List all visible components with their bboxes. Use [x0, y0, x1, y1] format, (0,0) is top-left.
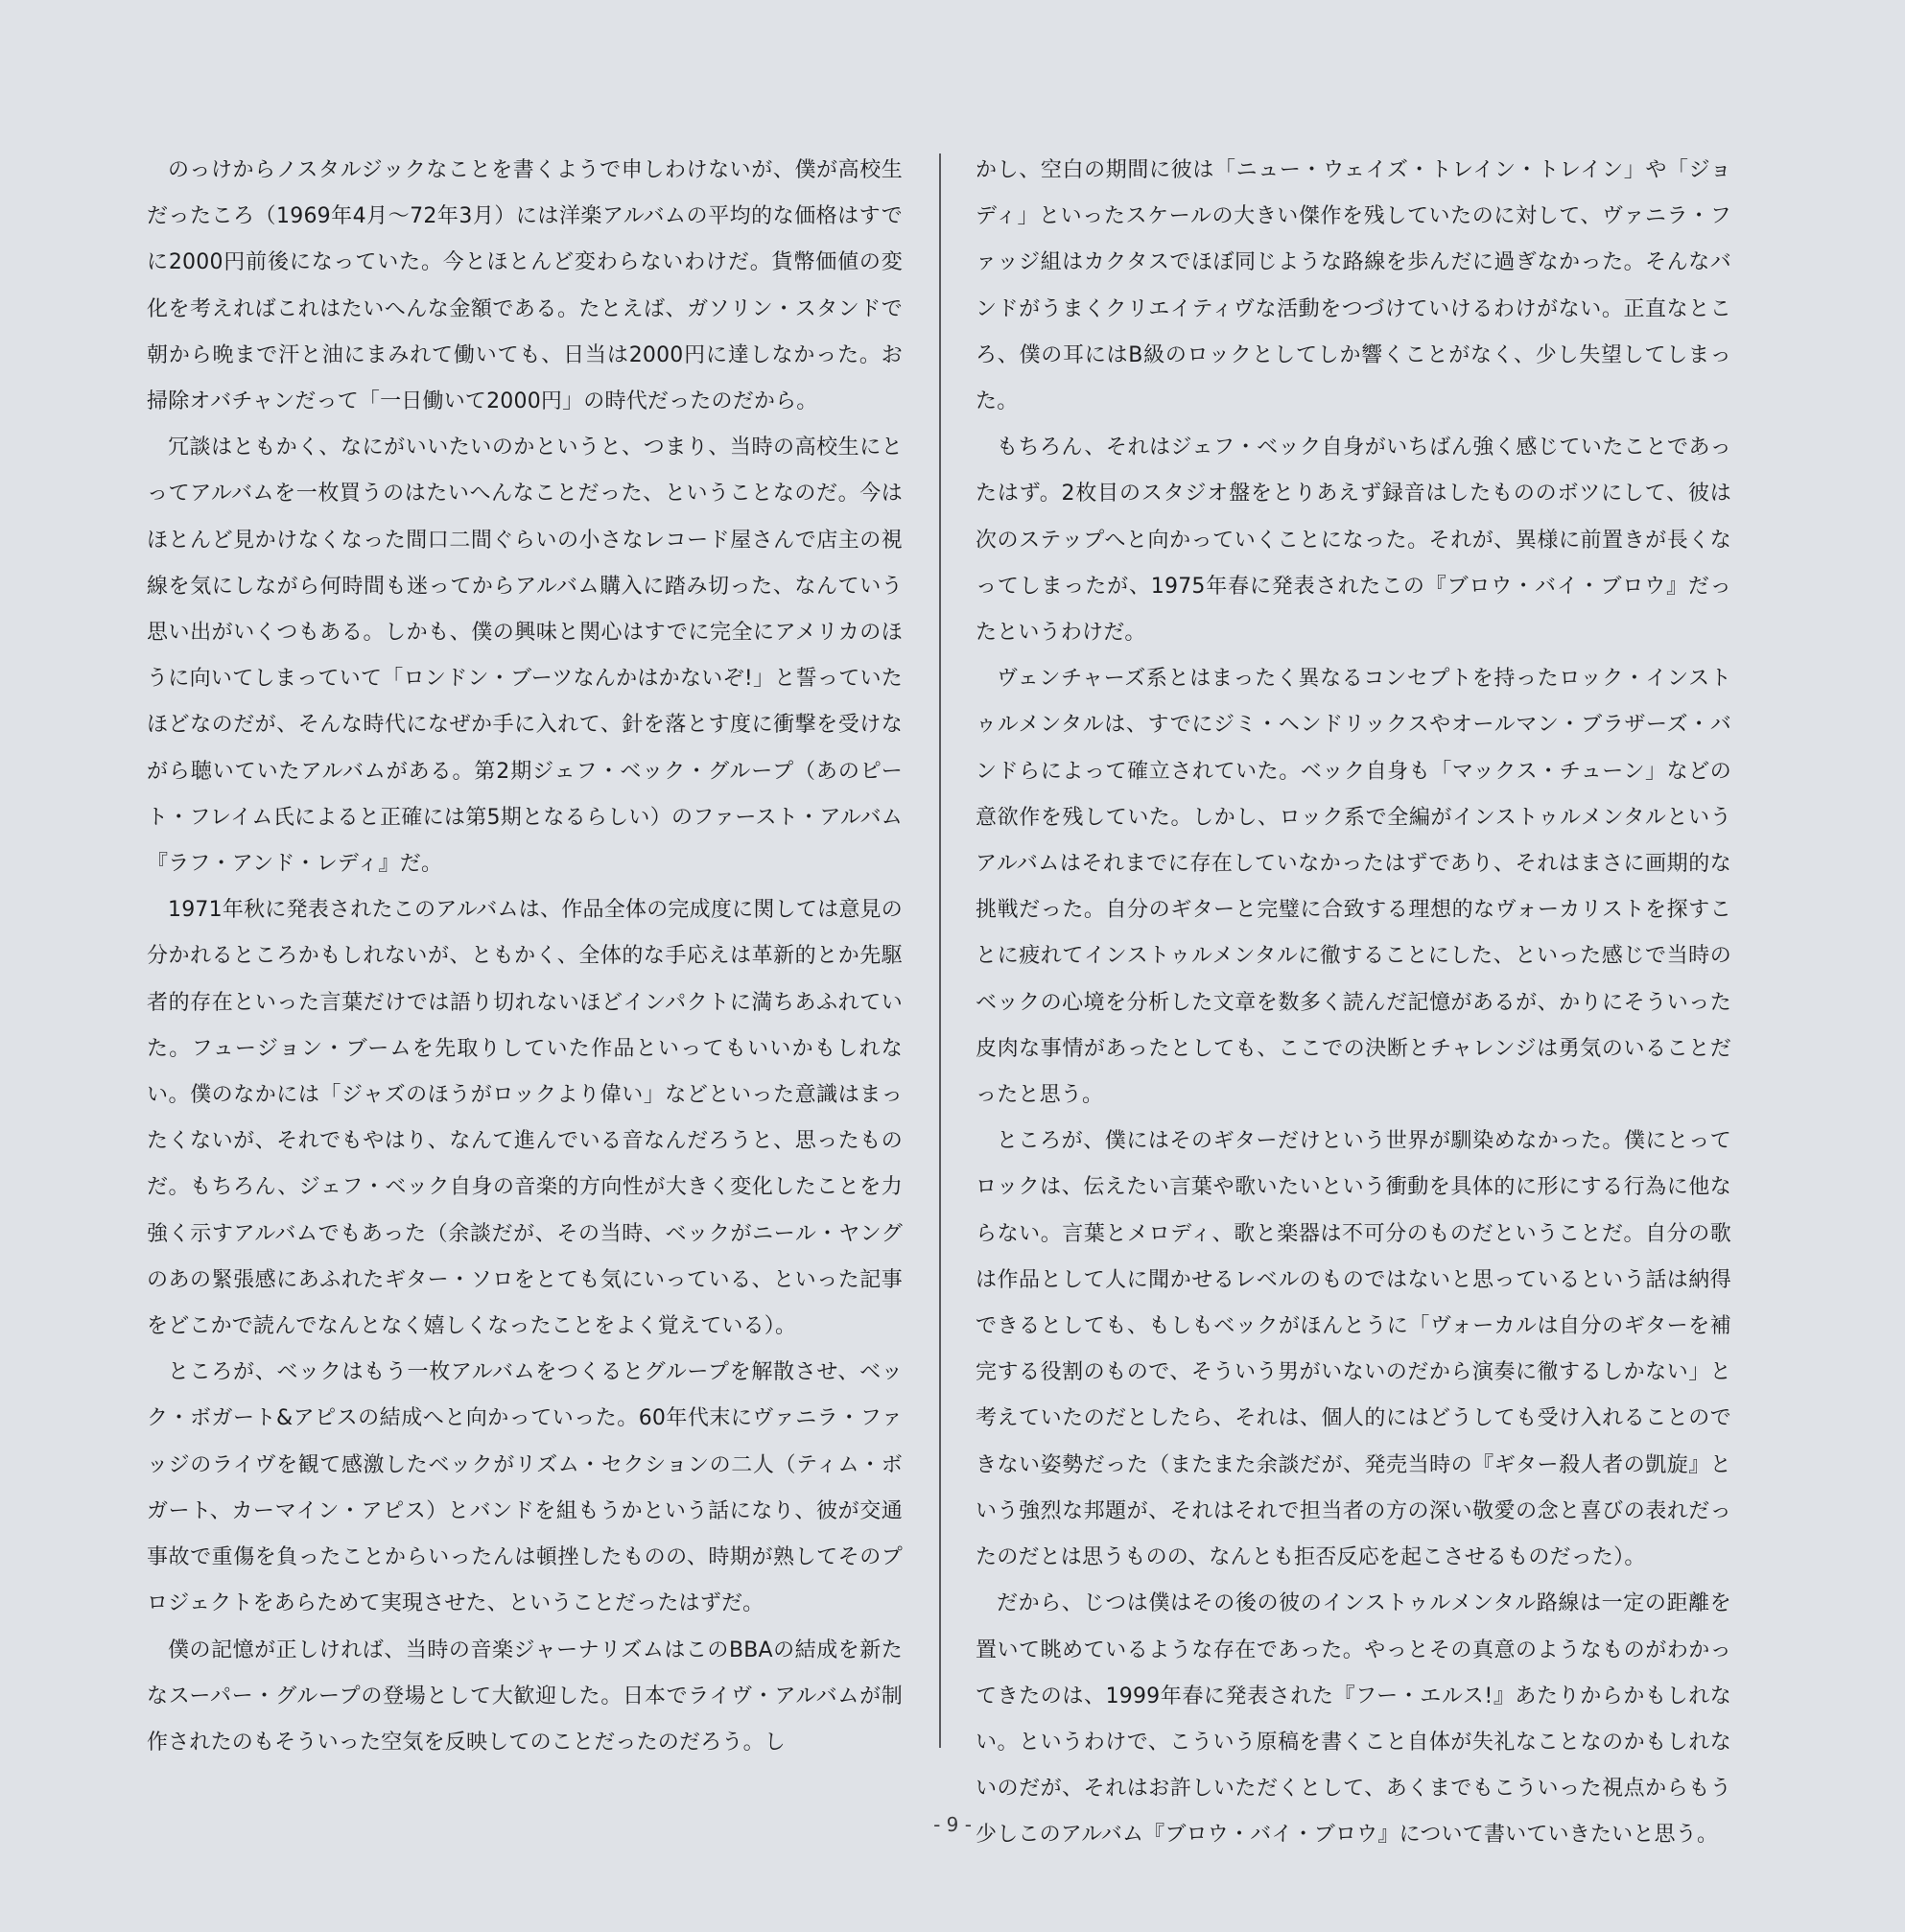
paragraph: ところが、僕にはそのギターだけという世界が馴染めなかった。僕にとってロックは、伝えたい言葉や歌いたいという衝動を具体的に形にする行為に他ならない。言葉とメロディ、歌と楽器は不可分のものだということだ。自分の歌は作品として人に聞かせるレベルのものではないと思っているという話は納得できるとしても、もしもベックがほんとうに「ヴォーカルは自分のギターを補完する役割のもので、そういう男がいないのだから演奏に徹するしかない」と考えていたのだとしたら、それは、個人的にはどうしても受け入れることのできない姿勢だった（またまた余談だが、発売当時の『ギター殺人者の凱旋』という強烈な邦題が、それはそれで担当者の方の深い敬愛の念と喜びの表れだったのだとは思うものの、なんとも拒否反応を起こさせるものだった）。: [976, 1129, 1731, 1570]
paragraph: かし、空白の期間に彼は「ニュー・ウェイズ・トレイン・トレイン」や「ジョディ」といったスケールの大きい傑作を残していたのに対して、ヴァニラ・ファッジ組はカクタスでほぼ同じような路線を歩んだに過ぎなかった。そんなバンドがうまくクリエイティヴな活動をつづけていけるわけがない。正直なところ、僕の耳にはB級のロックとしてしか響くことがなく、少し失望してしまった。: [976, 158, 1731, 414]
paragraph: だから、じつは僕はその後の彼のインストゥルメンタル路線は一定の距離を置いて眺めているような存在であった。やっとその真意のようなものがわかってきたのは、1999年春に発表された『フー・エルス!』あたりからかもしれない。というわけで、こういう原稿を書くこと自体が失礼なことなのかもしれないのだが、それはお許しいただくとして、あくまでもこういった視点からもう少しこのアルバム『ブロウ・バイ・ブロウ』について書いていきたいと思う。: [976, 1591, 1731, 1848]
page-number: - 9 -: [933, 1813, 972, 1836]
left-column: [147, 148, 903, 1766]
paragraph: 冗談はともかく、なにがいいたいのかというと、つまり、当時の高校生にとってアルバムを一枚買うのはたいへんなことだった、ということなのだ。今はほとんど見かけなくなった間口二間ぐらいの小さなレコード屋さんで店主の視線を気にしながら何時間も迷ってからアルバム購入に踏み切った、なんていう思い出がいくつもある。しかも、僕の興味と関心はすでに完全にアメリカのほうに向いてしまっていて「ロンドン・ブーツなんかはかないぞ!」と誓っていたほどなのだが、そんな時代になぜか手に入れて、針を落とす度に衝撃を受けながら聴いていたアルバムがある。第2期ジェフ・ベック・グループ（あのピート・フレイム氏によると正確には第5期となるらしい）のファースト・アルバム『ラフ・アンド・レディ』だ。: [147, 436, 903, 877]
paragraph: ところが、ベックはもう一枚アルバムをつくるとグループを解散させ、ベック・ボガート&アピスの結成へと向かっていった。60年代末にヴァニラ・ファッジのライヴを観て感激したベックがリズム・セクションの二人（ティム・ボガート、カーマイン・アピス）とバンドを組もうかという話になり、彼が交通事故で重傷を負ったことからいったんは頓挫したものの、時期が熟してそのプロジェクトをあらためて実現させた、ということだったはずだ。: [147, 1360, 903, 1616]
paragraph: 僕の記憶が正しければ、当時の音楽ジャーナリズムはこのBBAの結成を新たなスーパー・グループの登場として大歓迎した。日本でライヴ・アルバムが制作されたのもそういった空気を反映してのことだったのだろう。し: [147, 1637, 903, 1755]
paragraph: ヴェンチャーズ系とはまったく異なるコンセプトを持ったロック・インストゥルメンタルは、すでにジミ・ヘンドリックスやオールマン・ブラザーズ・バンドらによって確立されていた。ベック自身も「マックス・チューン」などの意欲作を残していた。しかし、ロック系で全編がインストゥルメンタルというアルバムはそれまでに存在していなかったはずであり、それはまさに画期的な挑戦だった。自分のギターと完璧に合致する理想的なヴォーカリストを探すことに疲れてインストゥルメンタルに徹することにした、といった感じで当時のベックの心境を分析した文章を数多く読んだ記憶があるが、かりにそういった皮肉な事情があったとしても、ここでの決断とチャレンジは勇気のいることだったと思う。: [976, 667, 1731, 1108]
column-divider: [939, 153, 941, 1748]
paragraph: 1971年秋に発表されたこのアルバムは、作品全体の完成度に関しては意見の分かれるところかもしれないが、ともかく、全体的な手応えは革新的とか先駆者的存在といった言葉だけでは語り切れないほどインパクトに満ちあふれていた。フュージョン・ブームを先取りしていた作品といってもいいかもしれない。僕のなかには「ジャズのほうがロックより偉い」などといった意識はまったくないが、それでもやはり、なんて進んでいる音なんだろうと、思ったものだ。もちろん、ジェフ・ベック自身の音楽的方向性が大きく変化したことを力強く示すアルバムでもあった（余談だが、その当時、ベックがニール・ヤングのあの緊張感にあふれたギター・ソロをとても気にいっている、といった記事をどこかで読んでなんとなく嬉しくなったことをよく覚えている）。: [147, 898, 903, 1339]
right-column: [976, 148, 1731, 1859]
paragraph: のっけからノスタルジックなことを書くようで申しわけないが、僕が高校生だったころ（1969年4月〜72年3月）には洋楽アルバムの平均的な価格はすでに2000円前後になっていた。今とほとんど変わらないわけだ。貨幣価値の変化を考えればこれはたいへんな金額である。たとえば、ガソリン・スタンドで朝から晩まで汗と油にまみれて働いても、日当は2000円に達しなかった。お掃除オバチャンだって「一日働いて2000円」の時代だったのだから。: [147, 158, 903, 414]
paragraph: もちろん、それはジェフ・ベック自身がいちばん強く感じていたことであったはず。2枚目のスタジオ盤をとりあえず録音はしたもののボツにして、彼は次のステップへと向かっていくことになった。それが、異様に前置きが長くなってしまったが、1975年春に発表されたこの『ブロウ・バイ・ブロウ』だったというわけだ。: [976, 436, 1731, 646]
